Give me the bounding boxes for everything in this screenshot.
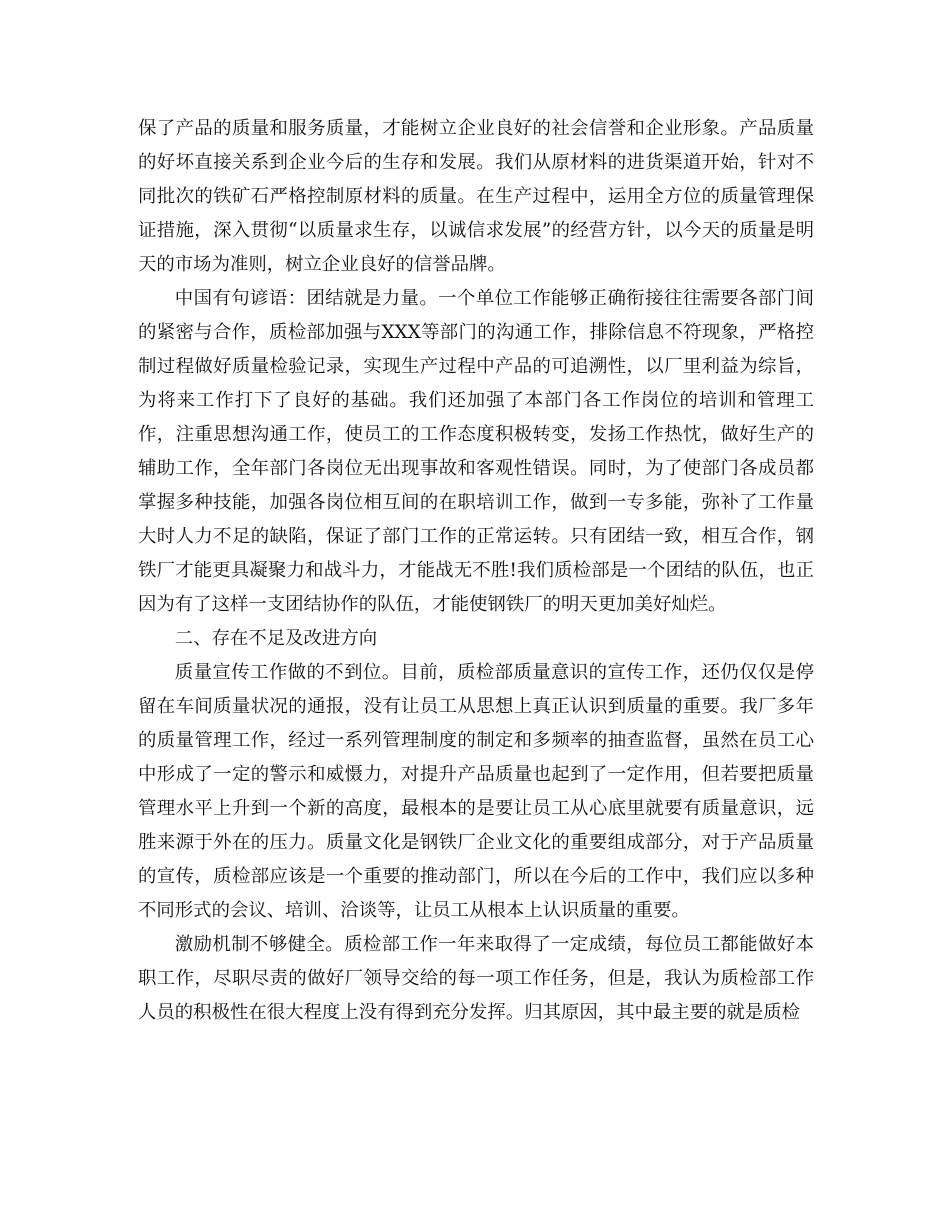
- section-heading-shortcomings: 二、存在不足及改进方向: [174, 628, 378, 649]
- paragraph-teamwork: 中国有句谚语：团结就是力量。一个单位工作能够正确衔接往往需要各部门间的紧密与合作，质检部加强与XXX等部门的沟通工作，排除信息不符现象，严格控制过程做好质量检验记录，实现生产过程中产品的可追溯性，以厂里利益为综旨，为将来工作打下了良好的基础。我们还加强了本部门各工作岗位的培训和管理工作，注重思想沟通工作，使员工的工作态度积极转变，发扬工作热忱，做好生产的辅助工作，全年部门各岗位无出现事故和客观性错误。同时，为了使部门各成员都掌握多种技能，加强各岗位相互间的在职培训工作，做到一专多能，弥补了工作量大时人力不足的缺陷，保证了部门工作的正常运转。只有团结一致，相互合作，钢铁厂才能更具凝聚力和战斗力，才能战无不胜!我们质检部是一个团结的队伍，也正因为有了这样一支团结协作的队伍，才能使钢铁厂的明天更加美好灿烂。: [138, 288, 814, 615]
- paragraph-quality-publicity: 质量宣传工作做的不到位。目前，质检部质量意识的宣传工作，还仍仅仅是停留在车间质量状况的通报，没有让员工从思想上真正认识到质量的重要。我厂多年的质量管理工作，经过一系列管理制度的制定和多频率的抽查监督，虽然在员工心中形成了一定的警示和威慑力，对提升产品质量也起到了一定作用，但若要把质量管理水平上升到一个新的高度，最根本的是要让员工从心底里就要有质量意识，远胜来源于外在的压力。质量文化是钢铁厂企业文化的重要组成部分，对于产品质量的宣传，质检部应该是一个重要的推动部门，所以在今后的工作中，我们应以多种不同形式的会议、培训、洽谈等，让员工从根本上认识质量的重要。: [138, 662, 814, 921]
- paragraph-product-quality: 保了产品的质量和服务质量，才能树立企业良好的社会信誉和企业形象。产品质量的好坏直接关系到企业今后的生存和发展。我们从原材料的进货渠道开始，针对不同批次的铁矿石严格控制原材料的质量。在生产过程中，运用全方位的质量管理保证措施，深入贯彻“以质量求生存，以诚信求发展”的经营方针，以今天的质量是明天的市场为准则，树立企业良好的信誉品牌。: [138, 118, 814, 275]
- paragraph-incentive-mechanism: 激励机制不够健全。质检部工作一年来取得了一定成绩，每位员工都能做好本职工作，尽职尽责的做好厂领导交给的每一项工作任务，但是，我认为质检部工作人员的积极性在很大程度上没有得到充分发挥。归其原因，其中最主要的就是质检: [138, 934, 814, 1023]
- document-body: [138, 112, 814, 1030]
